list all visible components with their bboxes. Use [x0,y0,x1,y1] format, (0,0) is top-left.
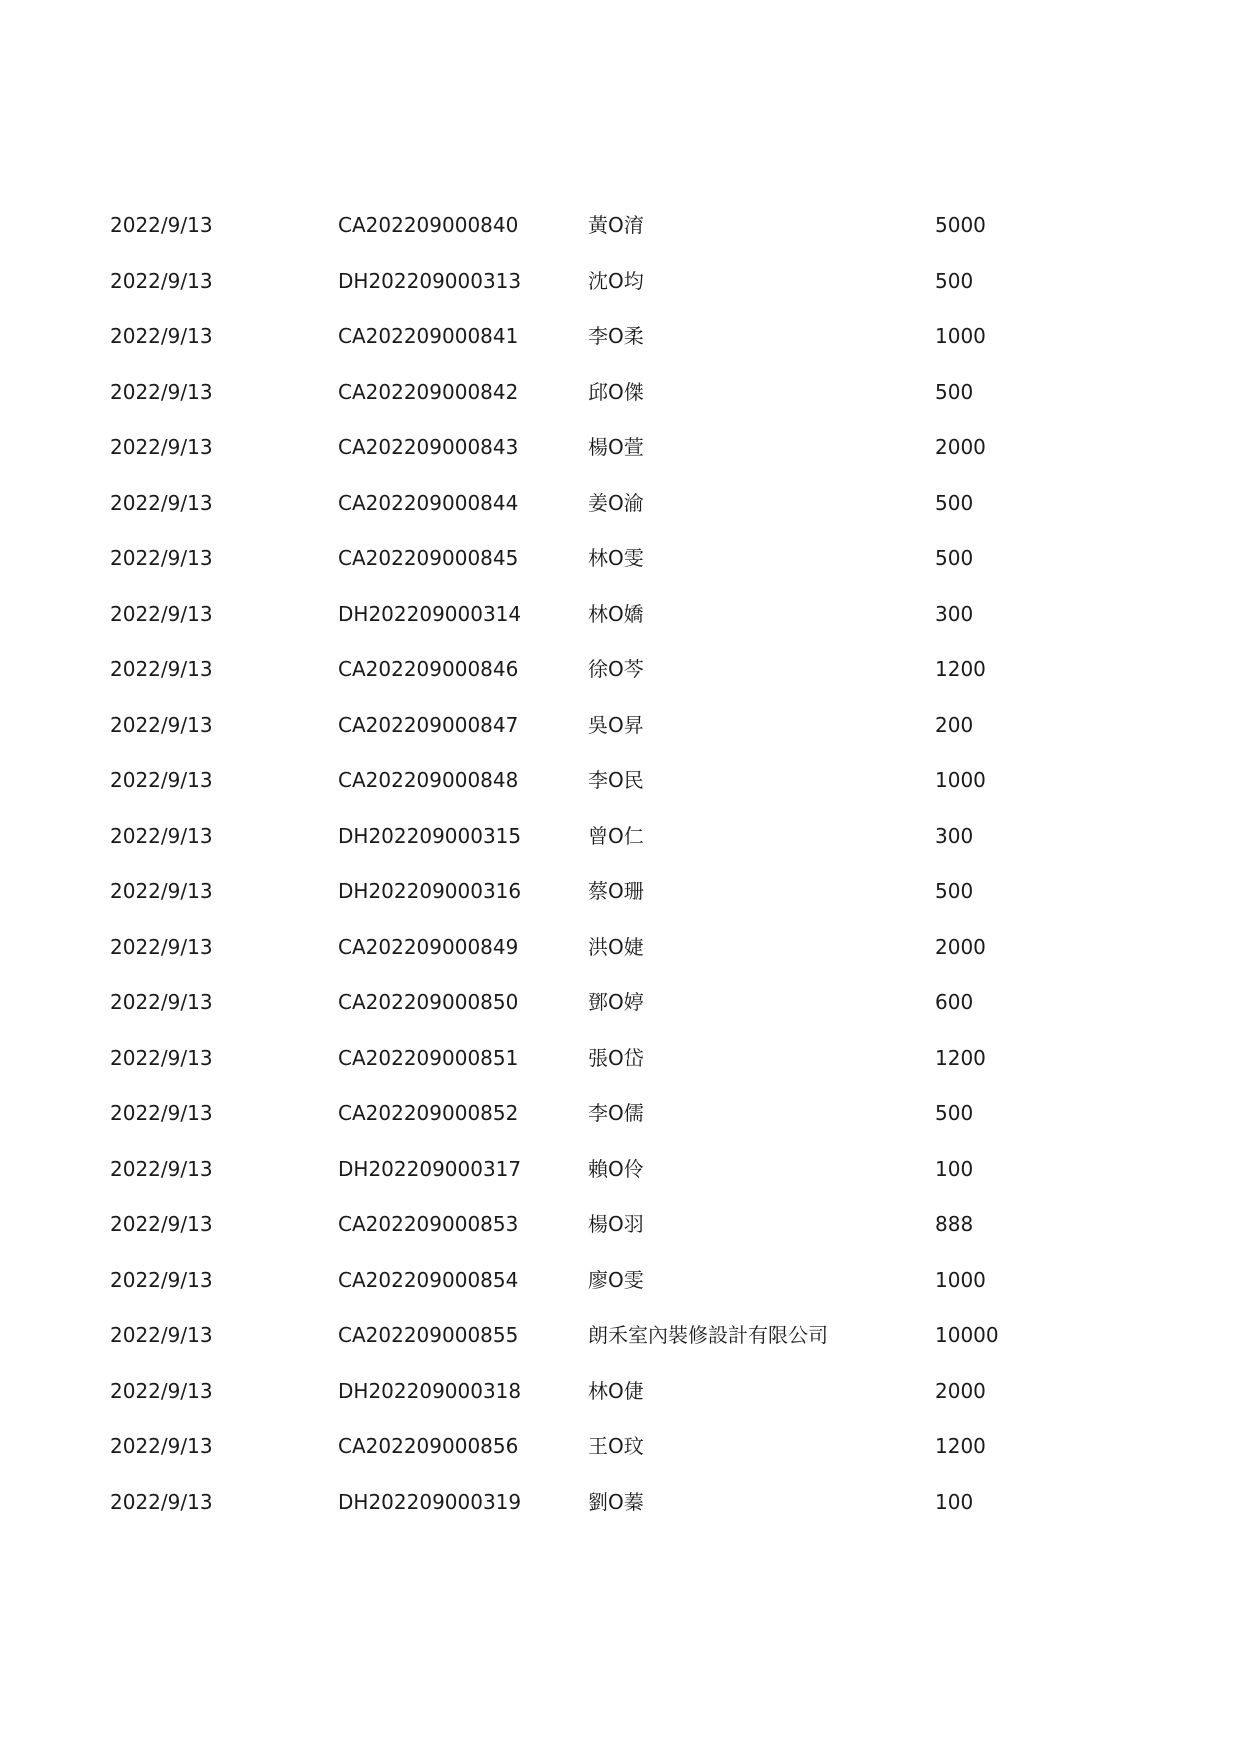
record-name: 蔡O珊 [588,879,644,903]
record-amount: 2000 [935,1378,986,1403]
record-date: 2022/9/13 [110,1434,213,1458]
record-date: 2022/9/13 [110,435,213,459]
record-row [0,1098,1240,1154]
record-date: 2022/9/13 [110,379,213,404]
record-code: CA202209000856 [338,1434,519,1458]
record-amount: 1000 [935,1267,986,1292]
record-name: 吳O昇 [588,712,644,737]
record-row [0,1376,1240,1432]
record-row [0,987,1240,1043]
record-row [0,932,1240,988]
record-date: 2022/9/13 [110,1212,213,1236]
record-code: CA202209000844 [338,490,519,515]
record-row [0,210,1240,266]
record-amount: 100 [935,1156,974,1181]
record-date: 2022/9/13 [110,213,213,237]
record-date: 2022/9/13 [110,490,213,515]
record-date: 2022/9/13 [110,1378,213,1403]
record-name: 曾O仁 [588,823,644,848]
record-name: 姜O渝 [588,490,644,515]
record-amount: 600 [935,990,974,1014]
record-amount: 500 [935,546,974,570]
record-amount: 1000 [935,324,986,348]
record-code: CA202209000845 [338,546,519,570]
record-code: CA202209000843 [338,435,519,459]
record-name: 李O儒 [588,1101,644,1125]
record-amount: 10000 [935,1323,999,1347]
records-list [0,210,1240,1542]
record-date: 2022/9/13 [110,546,213,570]
record-row [0,1487,1240,1543]
record-date: 2022/9/13 [110,990,213,1014]
record-row [0,1043,1240,1099]
record-amount: 1200 [935,1045,986,1070]
record-date: 2022/9/13 [110,934,213,959]
record-row [0,1431,1240,1487]
record-row [0,876,1240,932]
record-code: DH202209000316 [338,879,522,903]
record-code: CA202209000854 [338,1267,519,1292]
record-code: CA202209000850 [338,990,519,1014]
record-name: 張O岱 [588,1045,644,1070]
record-name: 徐O芩 [588,657,644,681]
record-date: 2022/9/13 [110,324,213,348]
record-amount: 300 [935,601,974,626]
record-row [0,432,1240,488]
record-name: 李O民 [588,768,644,792]
record-code: DH202209000314 [338,601,522,626]
record-name: 楊O羽 [588,1212,644,1236]
record-name: 邱O傑 [588,379,644,404]
record-row [0,1209,1240,1265]
record-code: CA202209000840 [338,213,519,237]
record-amount: 100 [935,1489,974,1514]
record-name: 朗禾室內裝修設計有限公司 [588,1323,828,1347]
record-code: CA202209000853 [338,1212,519,1236]
record-amount: 200 [935,712,974,737]
record-amount: 1200 [935,657,986,681]
record-date: 2022/9/13 [110,823,213,848]
record-amount: 2000 [935,934,986,959]
record-name: 林O倢 [588,1378,644,1403]
record-row [0,765,1240,821]
record-code: CA202209000849 [338,934,519,959]
record-date: 2022/9/13 [110,1323,213,1347]
record-date: 2022/9/13 [110,268,213,293]
record-row [0,710,1240,766]
record-date: 2022/9/13 [110,601,213,626]
record-name: 林O雯 [588,546,644,570]
record-code: CA202209000841 [338,324,519,348]
record-name: 劉O蓁 [588,1489,644,1514]
record-name: 鄧O婷 [588,990,644,1014]
record-amount: 5000 [935,213,986,237]
record-amount: 500 [935,379,974,404]
record-code: DH202209000313 [338,268,522,293]
record-row [0,1320,1240,1376]
record-amount: 500 [935,490,974,515]
record-amount: 1000 [935,768,986,792]
record-name: 賴O伶 [588,1156,644,1181]
record-row [0,266,1240,322]
record-amount: 300 [935,823,974,848]
record-date: 2022/9/13 [110,879,213,903]
record-code: CA202209000855 [338,1323,519,1347]
record-row [0,1154,1240,1210]
record-name: 廖O雯 [588,1267,644,1292]
record-code: CA202209000852 [338,1101,519,1125]
record-name: 李O柔 [588,324,644,348]
record-amount: 2000 [935,435,986,459]
record-date: 2022/9/13 [110,768,213,792]
record-code: CA202209000842 [338,379,519,404]
record-name: 王O玟 [588,1434,644,1458]
record-code: DH202209000317 [338,1156,522,1181]
record-date: 2022/9/13 [110,657,213,681]
record-date: 2022/9/13 [110,1489,213,1514]
record-name: 洪O婕 [588,934,644,959]
record-code: CA202209000846 [338,657,519,681]
record-row [0,377,1240,433]
record-amount: 500 [935,268,974,293]
record-date: 2022/9/13 [110,712,213,737]
record-code: DH202209000318 [338,1378,522,1403]
record-name: 林O嬌 [588,601,644,626]
record-date: 2022/9/13 [110,1101,213,1125]
record-code: CA202209000851 [338,1045,519,1070]
record-name: 楊O萱 [588,435,644,459]
record-date: 2022/9/13 [110,1267,213,1292]
record-row [0,1265,1240,1321]
record-amount: 888 [935,1212,974,1236]
record-row [0,654,1240,710]
record-name: 沈O均 [588,268,644,293]
record-row [0,821,1240,877]
record-amount: 500 [935,879,974,903]
record-amount: 1200 [935,1434,986,1458]
record-code: DH202209000315 [338,823,522,848]
record-code: DH202209000319 [338,1489,522,1514]
record-date: 2022/9/13 [110,1045,213,1070]
record-row [0,599,1240,655]
record-row [0,488,1240,544]
record-row [0,543,1240,599]
record-code: CA202209000848 [338,768,519,792]
record-amount: 500 [935,1101,974,1125]
record-date: 2022/9/13 [110,1156,213,1181]
record-row [0,321,1240,377]
record-name: 黃O淯 [588,213,644,237]
record-code: CA202209000847 [338,712,519,737]
